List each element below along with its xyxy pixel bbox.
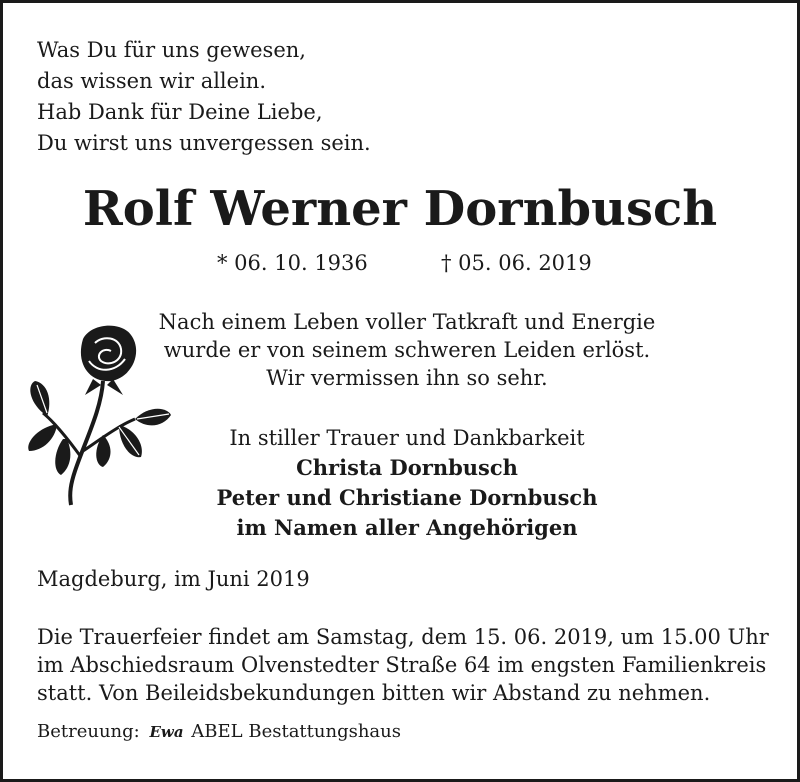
- funeral-line: im Abschiedsraum Olvenstedter Straße 64 im engsten Familienkreis: [37, 653, 767, 677]
- memorial-verse: [37, 35, 371, 159]
- funeral-home-name: ABEL Bestattungshaus: [191, 721, 401, 742]
- signers-intro: In stiller Trauer und Dankbarkeit: [229, 426, 585, 450]
- verse-line: das wissen wir allein.: [37, 69, 266, 93]
- message-line: Nach einem Leben voller Tatkraft und Energie: [158, 310, 656, 334]
- birth-date: * 06. 10. 1936: [217, 251, 368, 275]
- verse-line: Was Du für uns gewesen,: [37, 38, 306, 62]
- mourning-message: [151, 308, 663, 392]
- signers-block: [151, 423, 663, 543]
- signer-name: Christa Dornbusch: [296, 455, 518, 480]
- signer-name: Peter und Christiane Dornbusch: [216, 485, 598, 510]
- signer-name: im Namen aller Angehörigen: [236, 515, 578, 540]
- funeral-info: [37, 623, 769, 707]
- deceased-name: Rolf Werner Dornbusch: [82, 181, 718, 237]
- funeral-home-credit: [37, 721, 401, 742]
- verse-line: Du wirst uns unvergessen sein.: [37, 131, 371, 155]
- message-line: wurde er von seinem schweren Leiden erlöst.: [163, 338, 651, 362]
- verse-line: Hab Dank für Deine Liebe,: [37, 100, 323, 124]
- funeral-line: Die Trauerfeier findet am Samstag, dem 15. 06. 2019, um 15.00 Uhr: [37, 625, 769, 649]
- death-date: † 05. 06. 2019: [441, 251, 592, 275]
- place-date: Magdeburg, im Juni 2019: [37, 567, 310, 591]
- funeral-home-logo: Ewa: [149, 723, 184, 741]
- funeral-line: statt. Von Beileidsbekundungen bitten wir Abstand zu nehmen.: [37, 681, 711, 705]
- care-label: Betreuung:: [37, 721, 140, 742]
- message-line: Wir vermissen ihn so sehr.: [266, 366, 548, 390]
